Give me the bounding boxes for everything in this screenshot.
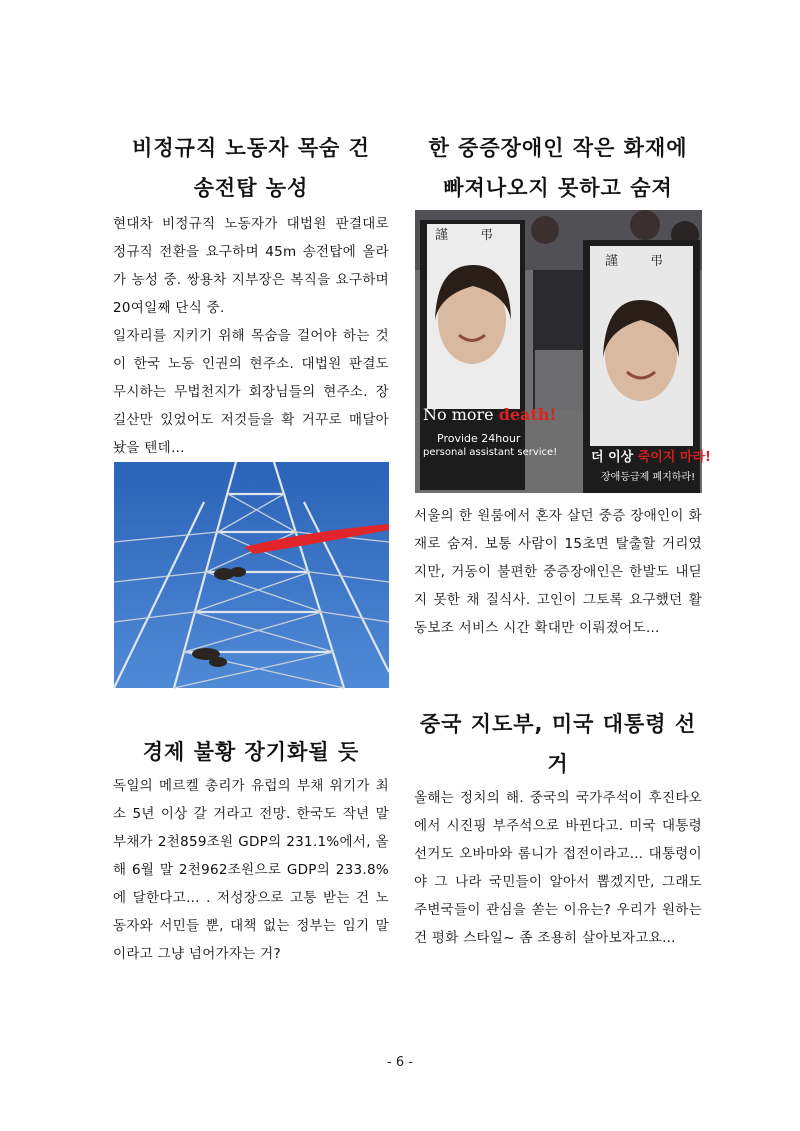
article-china-us [414,704,702,952]
page-number: - 6 - [387,1055,413,1070]
paragraph: 서울의 한 원룸에서 혼자 살던 중증 장애인이 화재로 숨져. 보통 사람이 15초면 탈출할 거리였지만, 거동이 불편한 중증장애인은 한발도 내딛지 못한 채 질식사. 고인이 그토록 요구했던 활동보조 서비스 시간 확대만 이뤄졌어도… [414,508,702,636]
sign-text-red: 죽이지 마라! [637,450,711,465]
paragraph: 올해는 정치의 해. 중국의 국가주석이 후진타오에서 시진핑 부주석으로 바뀐다고. 미국 대통령 선거도 오바마와 롬니가 접전이라고… 대통령이야 그 나라 국민들이 알아서 뽑겠지만, 그래도 주변국들이 관심을 쏟는 이유는? 우리가 원하는 건 평화 스타일~ 좀 조용히 살아보자고요… [414,790,702,946]
article-disabled-fire-body [414,502,702,642]
paragraph: 독일의 메르켈 총리가 유럽의 부채 위기가 최소 5년 이상 갈 거라고 전망. 한국도 작년 말 부채가 2천859조원 GDP의 231.1%에서, 올해 6월 말 2천962조원으로 GDP의 233.8%에 달한다고… . 저성장으로 고통 받는 건 노동자와 서민들 뿐, 대책 없는 정부는 임기 말이라고 그냥 넘어가자는 거? [113,778,389,962]
headline-line: 한 중증장애인 작은 화재에 [428,136,688,160]
headline [414,704,702,784]
sign-provide-2: personal assistant service! [423,447,558,458]
article-body [414,502,702,642]
sign-label-right-top: 謹 弔 [605,254,678,269]
article-body [414,784,702,952]
headline-line: 송전탑 농성 [193,176,309,200]
paragraph: 현대차 비정규직 노동자가 대법원 판결대로 정규직 전환을 요구하며 45m 송전탑에 올라가 농성 중. 쌍용차 지부장은 복직을 요구하며 20여일째 단식 중. [113,216,389,316]
article-body [113,210,389,462]
headline [113,732,389,772]
sign-provide-1: Provide 24hour [437,432,521,445]
sign-text: No more [423,405,494,424]
headline [113,128,389,208]
article-disabled-fire [414,128,702,208]
tower-photo [114,462,389,688]
headline-line: 빠져나오지 못하고 숨져 [443,176,673,200]
headline [414,128,702,208]
headline-line: 중국 지도부, 미국 대통령 선거 [419,712,697,776]
sign-kr-3: 장애등급제 폐지하라! [601,472,696,483]
sign-label-left-top: 謹 弔 [435,228,508,243]
sign-text: 더 이상 [591,450,634,465]
protest-photo [415,210,711,493]
sign-text-death: death! [498,405,557,424]
article-tower-protest [113,128,389,462]
tower-illustration [114,462,389,688]
article-economy [113,732,389,968]
headline-line: 경제 불황 장기화될 듯 [142,740,360,764]
headline-line: 비정규직 노동자 목숨 건 [132,136,370,160]
article-body [113,772,389,968]
sign-kr-1 [591,446,711,465]
paragraph: 일자리를 지키기 위해 목숨을 걸어야 하는 것이 한국 노동 인권의 현주소. 대법원 판결도 무시하는 무법천지가 회장님들의 현주소. 장길산만 있었어도 저것들을 확 거꾸로 매달아놨을 텐데… [113,328,389,456]
sign-no-more [423,405,557,424]
